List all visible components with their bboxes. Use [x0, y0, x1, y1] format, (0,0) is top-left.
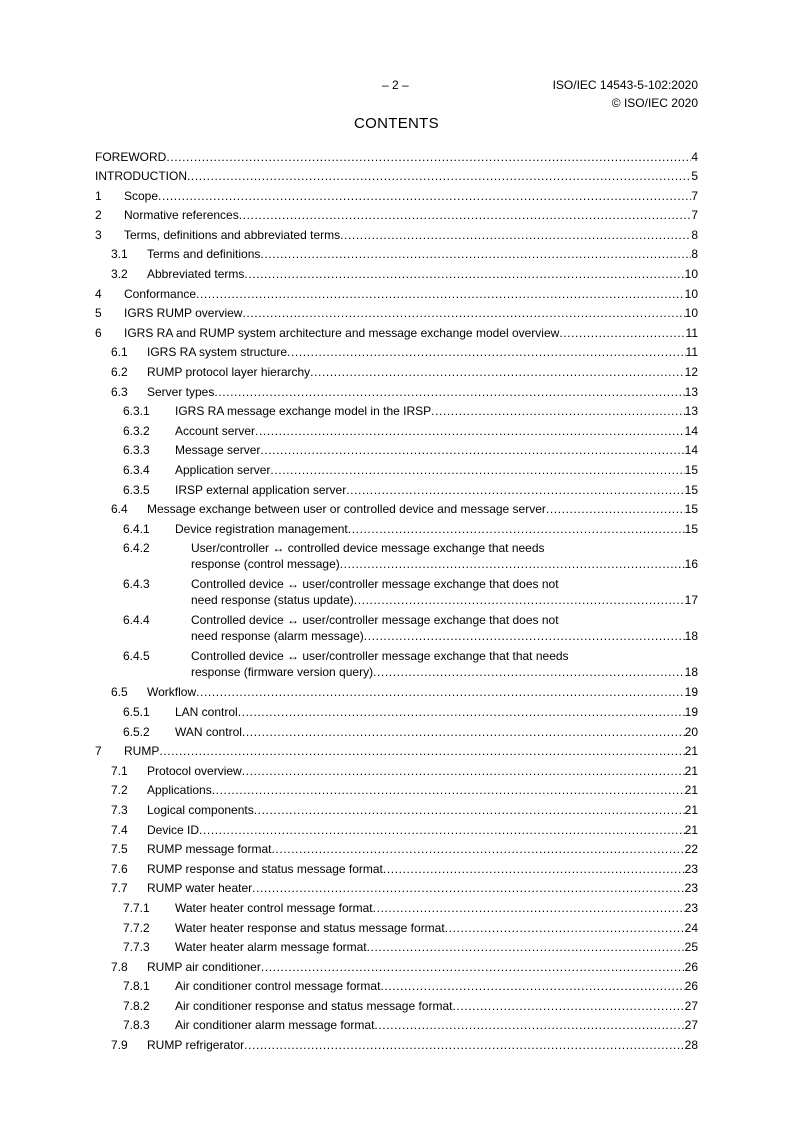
- toc-entry-page: 11: [685, 345, 698, 360]
- toc-entry-page: 10: [684, 286, 698, 301]
- toc-entry-number: 7.9: [111, 1038, 128, 1053]
- dot-leader: [354, 592, 685, 608]
- dot-leader: [214, 384, 684, 400]
- dot-leader: [238, 704, 685, 720]
- toc-entry-page: 25: [684, 940, 698, 955]
- toc-entry-number: 6.4.1: [123, 521, 150, 536]
- dot-leader: [254, 802, 685, 818]
- toc-entry[interactable]: [95, 818, 698, 838]
- toc-entry-number: 7.8.1: [123, 979, 150, 994]
- toc-entry-title: Applications: [147, 783, 212, 798]
- dot-leader: [559, 325, 685, 341]
- dot-leader: [340, 227, 691, 243]
- toc-entry-title: Water heater alarm message format: [175, 940, 367, 955]
- dot-leader: [244, 266, 684, 282]
- toc-entry-number: 2: [95, 208, 102, 223]
- toc-entry-title: IGRS RA message exchange model in the IRSP: [175, 404, 432, 419]
- dot-leader: [373, 664, 685, 680]
- dot-leader: [310, 364, 684, 380]
- toc-entry[interactable]: [95, 439, 698, 459]
- toc-entry[interactable]: [95, 681, 698, 701]
- toc-entry-page: 19: [684, 685, 698, 700]
- toc-entry-number: 6.5.2: [123, 724, 150, 739]
- toc-entry-title: Server types: [147, 384, 215, 399]
- toc-entry-page: 5: [691, 169, 698, 184]
- toc-entry-page: 14: [684, 443, 698, 458]
- toc-entry-title: Protocol overview: [147, 763, 242, 778]
- dot-leader: [242, 724, 685, 740]
- dot-leader: [244, 1037, 685, 1053]
- dot-leader: [166, 149, 691, 165]
- dot-leader: [348, 521, 685, 537]
- toc-entry-number: 7.1: [111, 763, 128, 778]
- dot-leader: [452, 998, 684, 1014]
- dot-leader: [159, 743, 684, 759]
- dot-leader: [242, 763, 685, 779]
- toc-entry[interactable]: [95, 459, 698, 479]
- dot-leader: [445, 920, 685, 936]
- toc-entry[interactable]: [95, 857, 698, 877]
- toc-entry-title: Message exchange between user or controlled device and message server: [147, 502, 546, 517]
- toc-entry-title-continued: need response (alarm message): [191, 628, 364, 643]
- toc-entry[interactable]: [95, 994, 698, 1014]
- toc-entry-number: 6.3.5: [123, 482, 150, 497]
- toc-entry-number: 6.5: [111, 685, 128, 700]
- toc-entry[interactable]: [95, 720, 698, 740]
- dot-leader: [270, 462, 684, 478]
- toc-entry[interactable]: [95, 896, 698, 916]
- toc-entry-page: 23: [684, 900, 698, 915]
- toc-entry[interactable]: [95, 838, 698, 858]
- toc-entry-page: 15: [684, 502, 698, 517]
- toc-entry-title: RUMP: [124, 744, 160, 759]
- toc-entry-number: 7.2: [111, 783, 128, 798]
- toc-entry[interactable]: [95, 1034, 698, 1054]
- toc-entry-number: 6.4: [111, 502, 128, 517]
- toc-entry-page: 21: [684, 783, 698, 798]
- toc-entry-title: RUMP response and status message format: [147, 861, 383, 876]
- toc-entry[interactable]: [95, 1014, 698, 1034]
- toc-entry-page: 10: [684, 267, 698, 282]
- toc-entry-page: 21: [684, 744, 698, 759]
- toc-entry-title: RUMP water heater: [147, 881, 253, 896]
- toc-entry-title: Device ID: [147, 822, 200, 837]
- toc-entry[interactable]: [95, 223, 698, 243]
- toc-entry-page: 21: [684, 802, 698, 817]
- toc-entry-number: 6.3.3: [123, 443, 150, 458]
- table-of-contents: [95, 145, 698, 1053]
- toc-entry[interactable]: [95, 779, 698, 799]
- toc-entry-title: Air conditioner response and status message format: [175, 998, 453, 1013]
- toc-entry-number: 6.3.1: [123, 404, 150, 419]
- toc-entry-title: INTRODUCTION: [95, 169, 187, 184]
- toc-entry-page: 16: [684, 556, 698, 571]
- toc-entry-number: 3.1: [111, 247, 128, 262]
- page-number: – 2 –: [382, 78, 409, 92]
- toc-entry-title: Conformance: [124, 286, 197, 301]
- toc-entry-number: 7.8.3: [123, 1018, 150, 1033]
- toc-entry-title: IGRS RA system structure: [147, 345, 288, 360]
- toc-entry-number: 6.4.2: [123, 540, 150, 555]
- toc-entry[interactable]: [95, 498, 698, 518]
- toc-entry-page: 23: [684, 881, 698, 896]
- toc-entry[interactable]: [95, 700, 698, 720]
- toc-entry[interactable]: [95, 204, 698, 224]
- dot-leader: [255, 423, 685, 439]
- toc-entry-page: 14: [684, 423, 698, 438]
- dot-leader: [367, 939, 685, 955]
- dot-leader: [252, 880, 684, 896]
- toc-entry-page: 13: [684, 404, 698, 419]
- toc-entry-title: Terms, definitions and abbreviated terms: [124, 227, 341, 242]
- toc-entry-title: Normative references: [124, 208, 239, 223]
- toc-entry[interactable]: [95, 537, 698, 573]
- toc-entry-number: 1: [95, 188, 102, 203]
- toc-entry-page: 7: [691, 188, 698, 203]
- toc-entry[interactable]: [95, 645, 698, 681]
- toc-entry-title: RUMP refrigerator: [147, 1038, 245, 1053]
- toc-entry[interactable]: [95, 975, 698, 995]
- dot-leader: [364, 628, 685, 644]
- toc-entry-page: 21: [684, 763, 698, 778]
- dot-leader: [374, 1017, 684, 1033]
- toc-entry-title: IGRS RUMP overview: [124, 306, 243, 321]
- toc-entry-title: Air conditioner alarm message format: [175, 1018, 375, 1033]
- toc-entry-number: 6.2: [111, 365, 128, 380]
- toc-entry-page: 15: [684, 482, 698, 497]
- toc-entry-page: 15: [684, 521, 698, 536]
- toc-entry-title-continued: response (control message): [191, 556, 340, 571]
- toc-entry[interactable]: [95, 759, 698, 779]
- toc-entry[interactable]: [95, 877, 698, 897]
- toc-entry-number: 7: [95, 744, 102, 759]
- toc-entry[interactable]: [95, 419, 698, 439]
- toc-entry[interactable]: [95, 517, 698, 537]
- toc-entry-number: 7.7.3: [123, 940, 150, 955]
- dot-leader: [383, 861, 685, 877]
- toc-entry[interactable]: [95, 243, 698, 263]
- toc-entry-title: Controlled device ↔ user/controller message exchange that does not: [191, 612, 559, 627]
- toc-entry-number: 5: [95, 306, 102, 321]
- toc-entry-page: 8: [691, 227, 698, 242]
- toc-entry-title-continued: need response (status update): [191, 592, 354, 607]
- toc-entry-page: 22: [684, 842, 698, 857]
- toc-entry-page: 10: [684, 306, 698, 321]
- toc-entry[interactable]: [95, 609, 698, 645]
- toc-entry-number: 6.3.2: [123, 423, 150, 438]
- toc-entry[interactable]: [95, 263, 698, 283]
- toc-entry-page: 26: [684, 959, 698, 974]
- toc-entry-title: Logical components: [147, 802, 254, 817]
- dot-leader: [196, 684, 685, 700]
- toc-entry[interactable]: [95, 936, 698, 956]
- toc-entry-number: 7.7: [111, 881, 128, 896]
- toc-entry-title: Water heater control message format: [175, 900, 373, 915]
- toc-entry-number: 6.5.1: [123, 704, 150, 719]
- toc-entry-page: 27: [684, 1018, 698, 1033]
- contents-title: CONTENTS: [354, 115, 439, 132]
- dot-leader: [346, 482, 684, 498]
- toc-entry-title: Controlled device ↔ user/controller message exchange that does not: [191, 576, 559, 591]
- toc-entry-title: IGRS RA and RUMP system architecture and message exchange model overview: [124, 325, 560, 340]
- toc-entry[interactable]: [95, 916, 698, 936]
- toc-entry-title-continued: response (firmware version query): [191, 664, 374, 679]
- dot-leader: [271, 841, 684, 857]
- toc-entry-number: 4: [95, 286, 102, 301]
- toc-entry-title: Message server: [175, 443, 261, 458]
- toc-entry[interactable]: [95, 798, 698, 818]
- toc-entry-number: 7.8: [111, 959, 128, 974]
- toc-entry-page: 28: [684, 1038, 698, 1053]
- toc-entry-page: 19: [684, 704, 698, 719]
- toc-entry-number: 7.7.2: [123, 920, 150, 935]
- toc-entry-title: IRSP external application server: [175, 482, 347, 497]
- toc-entry[interactable]: [95, 361, 698, 381]
- toc-entry-page: 8: [691, 247, 698, 262]
- toc-entry[interactable]: [95, 282, 698, 302]
- toc-entry-number: 3.2: [111, 267, 128, 282]
- toc-entry-page: 27: [684, 998, 698, 1013]
- toc-entry-number: 6.4.5: [123, 648, 150, 663]
- dot-leader: [431, 403, 685, 419]
- toc-entry[interactable]: [95, 380, 698, 400]
- toc-entry-page: 24: [684, 920, 698, 935]
- dot-leader: [287, 344, 685, 360]
- copyright-notice: © ISO/IEC 2020: [611, 96, 698, 110]
- dot-leader: [380, 978, 684, 994]
- dot-leader: [260, 246, 691, 262]
- toc-entry-title: Terms and definitions: [147, 247, 261, 262]
- toc-entry-page: 15: [684, 463, 698, 477]
- toc-entry[interactable]: [95, 341, 698, 361]
- toc-entry-title: User/controller ↔ controlled device message exchange that needs: [191, 540, 545, 555]
- toc-entry-number: 7.5: [111, 842, 128, 857]
- toc-entry-number: 6: [95, 325, 102, 340]
- toc-entry-number: 7.7.1: [123, 900, 150, 915]
- toc-entry-title: FOREWORD: [95, 149, 167, 164]
- toc-entry-page: 20: [684, 724, 698, 739]
- dot-leader: [196, 286, 685, 302]
- toc-entry[interactable]: [95, 955, 698, 975]
- toc-entry[interactable]: [95, 400, 698, 420]
- dot-leader: [158, 188, 691, 204]
- toc-entry-page: 23: [684, 861, 698, 876]
- dot-leader: [187, 168, 691, 184]
- toc-entry-title: Abbreviated terms: [147, 267, 245, 282]
- toc-entry-title: Application server: [175, 463, 271, 477]
- toc-entry-title: LAN control: [175, 704, 238, 719]
- toc-entry-number: 6.3.4: [123, 463, 150, 477]
- toc-entry-number: 7.8.2: [123, 998, 150, 1013]
- toc-entry-page: 18: [684, 628, 698, 643]
- toc-entry-title: RUMP air conditioner: [147, 959, 261, 974]
- toc-entry[interactable]: [95, 145, 698, 165]
- toc-entry-page: 13: [684, 384, 698, 399]
- toc-entry-page: 26: [684, 979, 698, 994]
- dot-leader: [260, 442, 684, 458]
- toc-entry-number: 7.6: [111, 861, 128, 876]
- dot-leader: [199, 822, 685, 838]
- toc-entry[interactable]: [95, 165, 698, 185]
- toc-entry-page: 12: [684, 365, 698, 380]
- toc-entry-page: 17: [684, 592, 698, 607]
- toc-entry-page: 21: [684, 822, 698, 837]
- toc-entry-title: WAN control: [175, 724, 242, 739]
- toc-entry[interactable]: [95, 573, 698, 609]
- document-id: ISO/IEC 14543-5-102:2020: [552, 78, 698, 92]
- toc-entry[interactable]: [95, 184, 698, 204]
- dot-leader: [212, 782, 685, 798]
- toc-entry-page: 4: [691, 149, 698, 164]
- toc-entry-title: Device registration management: [175, 521, 348, 536]
- toc-entry-title: Air conditioner control message format: [175, 979, 381, 994]
- toc-entry[interactable]: [95, 302, 698, 322]
- dot-leader: [340, 556, 685, 572]
- toc-entry-number: 7.4: [111, 822, 128, 837]
- toc-entry-page: 18: [684, 664, 698, 679]
- toc-entry-number: 6.1: [111, 345, 128, 360]
- toc-entry-title: Scope: [124, 188, 159, 203]
- toc-entry-number: 7.3: [111, 802, 128, 817]
- toc-entry-title: Workflow: [147, 685, 197, 700]
- toc-entry[interactable]: [95, 321, 698, 341]
- toc-entry-title: RUMP message format: [147, 842, 272, 857]
- toc-entry-number: 3: [95, 227, 102, 242]
- toc-entry[interactable]: [95, 478, 698, 498]
- toc-entry-title: Controlled device ↔ user/controller message exchange that that needs: [191, 648, 569, 663]
- toc-entry[interactable]: [95, 740, 698, 760]
- toc-entry-number: 6.4.3: [123, 576, 150, 591]
- dot-leader: [373, 900, 685, 916]
- toc-entry-title: RUMP protocol layer hierarchy: [147, 365, 311, 380]
- toc-entry-title: Water heater response and status message format: [175, 920, 445, 935]
- toc-entry-number: 6.4.4: [123, 612, 150, 627]
- toc-entry-page: 7: [691, 208, 698, 223]
- toc-entry-page: 11: [685, 325, 698, 340]
- dot-leader: [261, 959, 685, 975]
- dot-leader: [242, 305, 684, 321]
- dot-leader: [546, 501, 685, 517]
- toc-entry-number: 6.3: [111, 384, 128, 399]
- dot-leader: [239, 207, 692, 223]
- toc-entry-title: Account server: [175, 423, 256, 438]
